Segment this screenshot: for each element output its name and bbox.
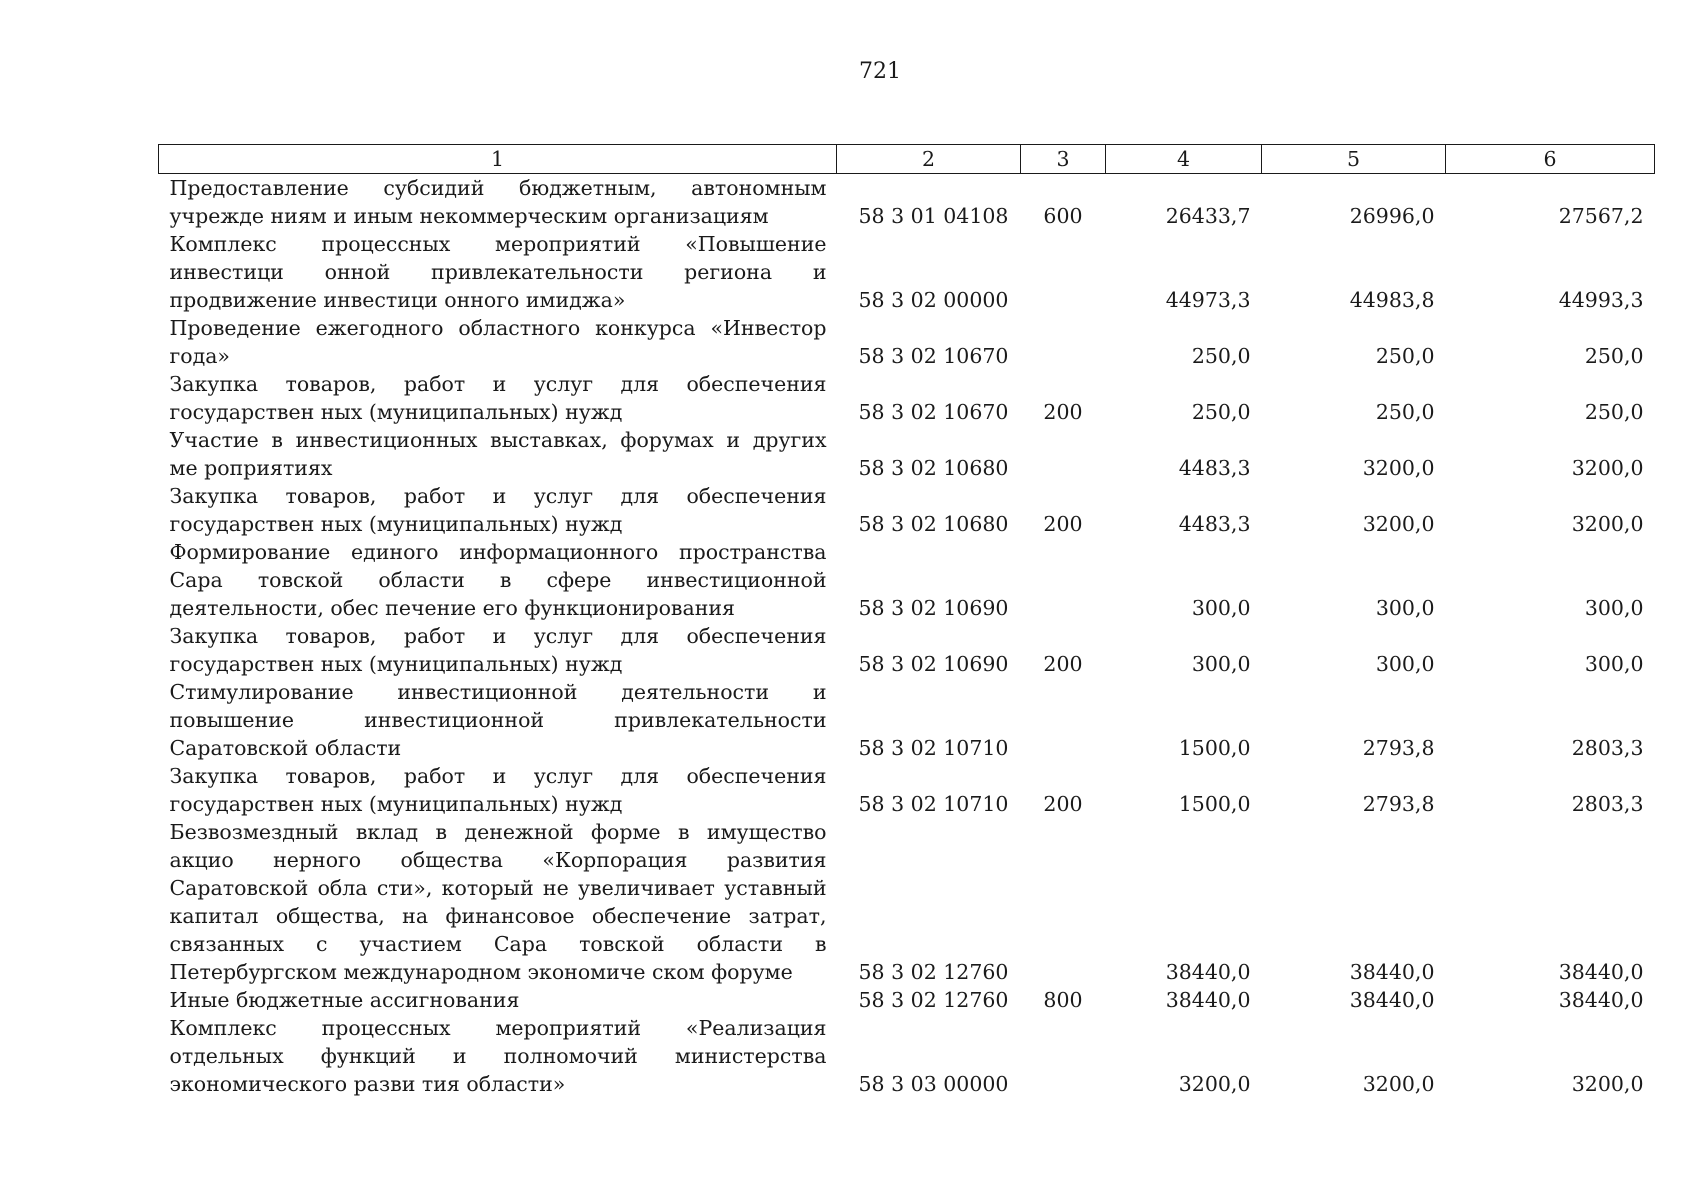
table-row: [159, 1014, 1655, 1098]
row-name: Закупка товаров, работ и услуг для обеспечения государствен ных (муниципальных) нужд: [169, 764, 827, 816]
row-name: Иные бюджетные ассигнования: [169, 988, 520, 1012]
row-code: 58 3 02 10690: [858, 652, 1009, 676]
row-value-col4: 26433,7: [1165, 204, 1251, 228]
row-value-col5: 38440,0: [1349, 960, 1435, 984]
table-header: [159, 145, 1655, 174]
header-col-3: 3: [1021, 145, 1106, 174]
row-expense-type: 200: [1043, 400, 1083, 424]
row-code: 58 3 02 10670: [858, 400, 1009, 424]
row-expense-type: 200: [1043, 792, 1083, 816]
table-row: [159, 426, 1655, 482]
header-col-5: 5: [1262, 145, 1446, 174]
row-name: Комплекс процессных мероприятий «Повышение инвестици онной привлекательности региона и продвижение инвестици онного имиджа»: [169, 232, 827, 312]
row-name: Безвозмездный вклад в денежной форме в имущество акцио нерного общества «Корпорация развития Саратовской обла сти», который не увеличивает уставный капитал общества, на финансовое обеспечение затрат, связанных с участием Сара товской области в Петербургском международном экономиче ском форуме: [169, 820, 827, 984]
row-value-col4: 300,0: [1191, 596, 1251, 620]
row-expense-type: [1021, 538, 1106, 622]
row-code: 58 3 02 10680: [858, 456, 1009, 480]
row-code: 58 3 02 10670: [858, 344, 1009, 368]
table-row: [159, 762, 1655, 818]
row-value-col5: 44983,8: [1349, 288, 1435, 312]
row-value-col4: 38440,0: [1165, 988, 1251, 1012]
row-value-col5: 2793,8: [1362, 736, 1435, 760]
header-row: [159, 145, 1655, 174]
table-row: [159, 230, 1655, 314]
row-code: 58 3 02 10710: [858, 736, 1009, 760]
table-row: [159, 538, 1655, 622]
row-expense-type: 600: [1043, 204, 1083, 228]
row-expense-type: 200: [1043, 512, 1083, 536]
row-value-col4: 4483,3: [1178, 456, 1251, 480]
row-value-col6: 250,0: [1584, 400, 1644, 424]
row-code: 58 3 01 04108: [858, 204, 1009, 228]
table-body: [159, 174, 1655, 1099]
page-number: 721: [859, 59, 901, 84]
row-expense-type: [1021, 230, 1106, 314]
row-code: 58 3 02 10680: [858, 512, 1009, 536]
row-expense-type: [1021, 1014, 1106, 1098]
row-code: 58 3 02 10710: [858, 792, 1009, 816]
row-value-col5: 300,0: [1375, 652, 1435, 676]
row-value-col4: 44973,3: [1165, 288, 1251, 312]
row-value-col4: 1500,0: [1178, 736, 1251, 760]
row-value-col6: 38440,0: [1558, 960, 1644, 984]
row-value-col4: 250,0: [1191, 400, 1251, 424]
row-value-col6: 27567,2: [1558, 204, 1644, 228]
row-expense-type: 200: [1043, 652, 1083, 676]
row-value-col6: 300,0: [1584, 652, 1644, 676]
table-row: [159, 678, 1655, 762]
row-expense-type: [1021, 426, 1106, 482]
row-value-col6: 300,0: [1584, 596, 1644, 620]
row-value-col5: 250,0: [1375, 400, 1435, 424]
row-name: Участие в инвестиционных выставках, форумах и других ме роприятиях: [169, 428, 827, 480]
row-code: 58 3 02 12760: [858, 988, 1009, 1012]
row-name: Закупка товаров, работ и услуг для обеспечения государствен ных (муниципальных) нужд: [169, 624, 827, 676]
row-name: Формирование единого информационного пространства Сара товской области в сфере инвестиционной деятельности, обес печение его функционирования: [169, 540, 827, 620]
row-value-col6: 44993,3: [1558, 288, 1644, 312]
row-value-col4: 250,0: [1191, 344, 1251, 368]
row-name: Комплекс процессных мероприятий «Реализация отдельных функций и полномочий министерства экономического разви тия области»: [169, 1016, 827, 1096]
table-row: [159, 370, 1655, 426]
table-row: [159, 986, 1655, 1014]
row-expense-type: [1021, 678, 1106, 762]
row-value-col5: 250,0: [1375, 344, 1435, 368]
header-col-6: 6: [1446, 145, 1655, 174]
row-name: Закупка товаров, работ и услуг для обеспечения государствен ных (муниципальных) нужд: [169, 372, 827, 424]
row-code: 58 3 02 10690: [858, 596, 1009, 620]
header-col-1: 1: [159, 145, 837, 174]
row-value-col4: 38440,0: [1165, 960, 1251, 984]
row-value-col4: 1500,0: [1178, 792, 1251, 816]
row-name: Проведение ежегодного областного конкурса «Инвестор года»: [169, 316, 827, 368]
row-value-col6: 38440,0: [1558, 988, 1644, 1012]
row-value-col6: 2803,3: [1571, 736, 1644, 760]
row-code: 58 3 02 00000: [858, 288, 1009, 312]
row-value-col5: 3200,0: [1362, 456, 1435, 480]
row-value-col5: 3200,0: [1362, 512, 1435, 536]
row-name: Стимулирование инвестиционной деятельности и повышение инвестиционной привлекательности Саратовской области: [169, 680, 827, 760]
row-value-col5: 300,0: [1375, 596, 1435, 620]
row-value-col4: 4483,3: [1178, 512, 1251, 536]
table-row: [159, 174, 1655, 231]
row-value-col5: 38440,0: [1349, 988, 1435, 1012]
table-row: [159, 818, 1655, 986]
row-expense-type: [1021, 818, 1106, 986]
row-value-col4: 3200,0: [1178, 1072, 1251, 1096]
row-value-col4: 300,0: [1191, 652, 1251, 676]
row-code: 58 3 02 12760: [858, 960, 1009, 984]
table-row: [159, 622, 1655, 678]
row-code: 58 3 03 00000: [858, 1072, 1009, 1096]
row-name: Предоставление субсидий бюджетным, автономным учрежде ниям и иным некоммерческим организациям: [169, 176, 827, 228]
header-col-4: 4: [1106, 145, 1262, 174]
row-expense-type: [1021, 314, 1106, 370]
row-value-col6: 3200,0: [1571, 512, 1644, 536]
row-expense-type: 800: [1043, 988, 1083, 1012]
row-value-col5: 3200,0: [1362, 1072, 1435, 1096]
row-value-col6: 2803,3: [1571, 792, 1644, 816]
row-value-col5: 26996,0: [1349, 204, 1435, 228]
row-value-col6: 3200,0: [1571, 456, 1644, 480]
row-value-col5: 2793,8: [1362, 792, 1435, 816]
header-col-2: 2: [837, 145, 1021, 174]
table-row: [159, 482, 1655, 538]
table-row: [159, 314, 1655, 370]
row-value-col6: 3200,0: [1571, 1072, 1644, 1096]
row-name: Закупка товаров, работ и услуг для обеспечения государствен ных (муниципальных) нужд: [169, 484, 827, 536]
row-value-col6: 250,0: [1584, 344, 1644, 368]
budget-table: [158, 144, 1655, 1098]
